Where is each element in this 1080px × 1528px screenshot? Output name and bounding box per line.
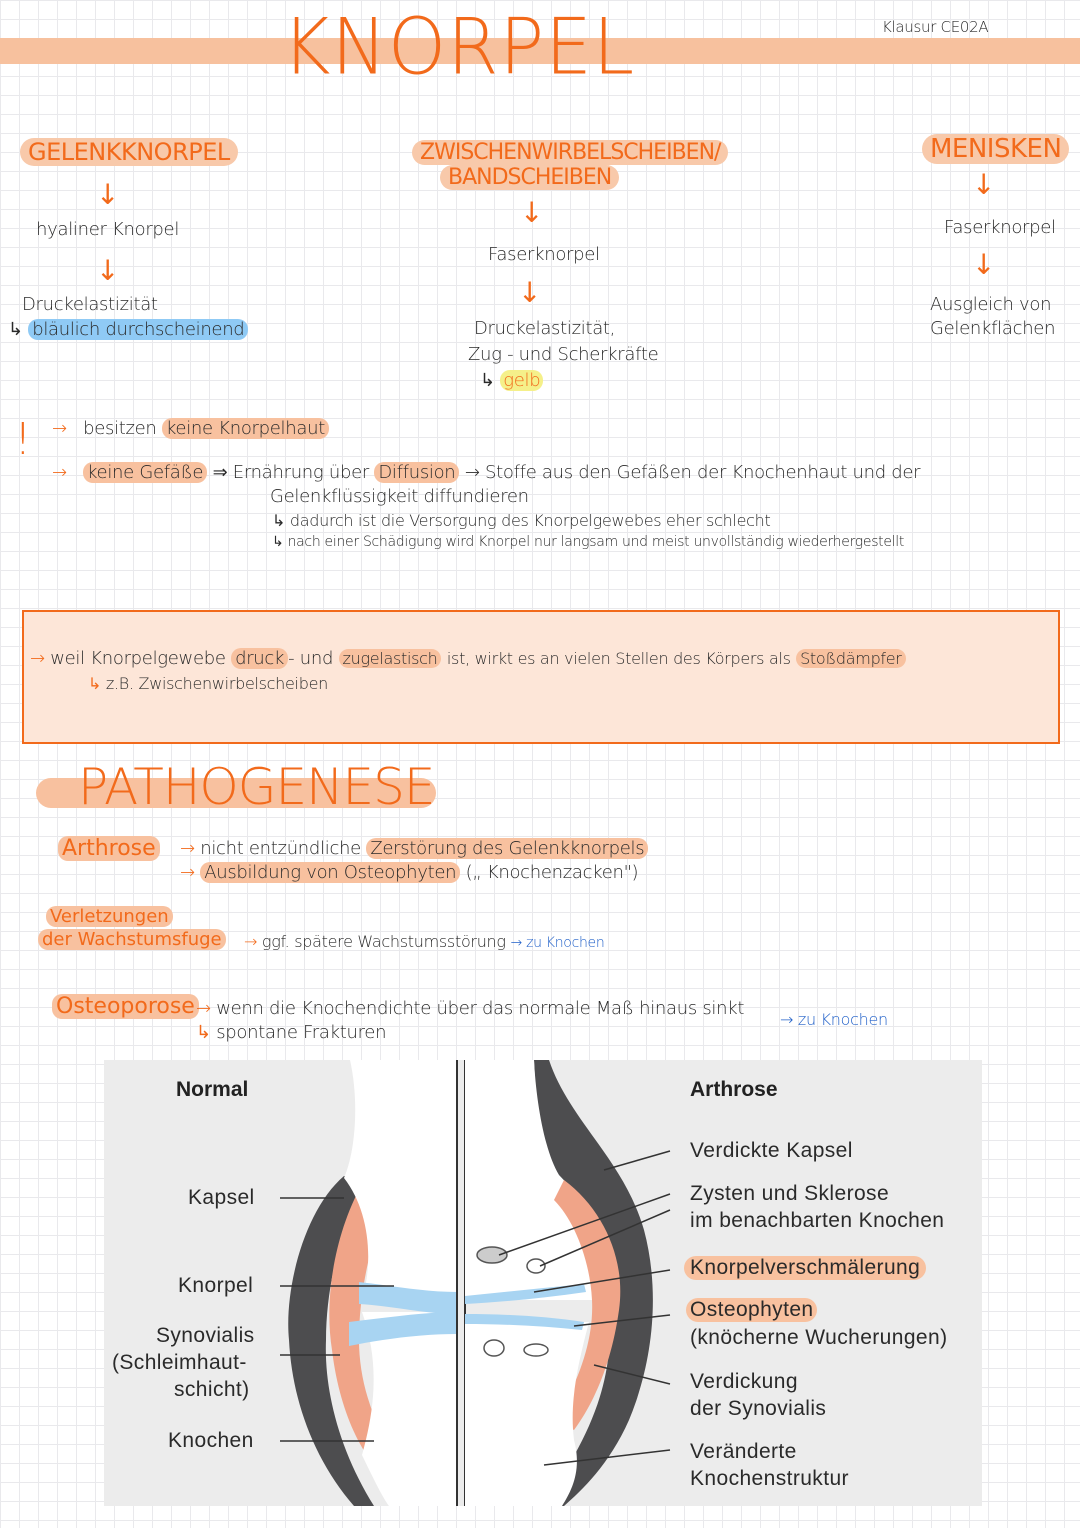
verletzung-text: ggf. spätere Wachstumsstörung [261, 932, 506, 951]
label-synovialis-2: (Schleimhaut- [112, 1351, 247, 1374]
note-line-5: ↳ nach einer Schädigung wird Knorpel nur langsam und meist unvollständig wiederhergestellt [272, 534, 905, 550]
note-line-3: Gelenkflüssigkeit diffundieren [270, 486, 529, 507]
osteoporose-label: Osteoporose [52, 994, 199, 1019]
right-arrow-icon: → [52, 418, 67, 439]
arthrose-line-1 [180, 838, 648, 859]
note-1-highlight: keine Knorpelhaut [162, 418, 329, 439]
menisken-function-1: Ausgleich von [930, 294, 1052, 315]
note-line-4: ↳ dadurch ist die Versorgung des Knorpelgewebes eher schlecht [272, 511, 771, 530]
down-arrow-icon: ↓ [96, 178, 120, 211]
sub-arrow-icon: ↳ [8, 319, 23, 340]
box-highlight-2: zugelastisch [339, 649, 442, 668]
exclamation-icon: ! [14, 414, 32, 465]
box-line-2 [88, 674, 328, 693]
label-verdickte-kapsel: Verdickte Kapsel [690, 1139, 853, 1162]
bandscheiben-detail-row [480, 370, 543, 391]
label-knochenstruktur-2: Knochenstruktur [690, 1467, 849, 1490]
verletzung-label-2: der Wachstumsfuge [38, 929, 226, 950]
osteoporose-line-2 [196, 1022, 386, 1043]
menisken-function-2: Gelenkflächen [930, 318, 1056, 339]
label-verdickung-1: Verdickung [690, 1370, 798, 1393]
arthrose-label: Arthrose [58, 836, 160, 861]
verletzung-line [244, 932, 604, 951]
box-line-1 [30, 648, 906, 669]
osteoporose-1-text: wenn die Knochendichte über das normale Maß hinaus sinkt [216, 998, 745, 1019]
gelenkknorpel-title: GELENKKNORPEL [20, 138, 238, 166]
leader-verdickte-kapsel [604, 1151, 670, 1170]
note-2-rest: → Stoffe aus den Gefäßen der Knochenhaut und der [464, 462, 921, 483]
pathogenese-title: PATHOGENESE [78, 758, 435, 816]
bandscheiben-title-1: ZWISCHENWIRBELSCHEIBEN/ [412, 140, 728, 165]
bandscheiben-tissue: Faserknorpel [488, 244, 600, 265]
right-arrow-icon: → [180, 862, 195, 883]
note-2-mid: ⇒ Ernährung über [212, 462, 369, 483]
note-line-1 [52, 418, 329, 439]
bandscheiben-title-2: BANDSCHEIBEN [440, 165, 619, 190]
cyst-4 [524, 1344, 548, 1356]
label-zysten-1: Zysten und Sklerose [690, 1182, 890, 1205]
arthrose-line-2 [180, 862, 638, 883]
sub-arrow-icon: ↳ [480, 370, 495, 391]
page-title: KNORPEL [282, 1, 636, 93]
down-arrow-icon: ↓ [518, 276, 542, 309]
note-line-2 [52, 462, 920, 483]
right-arrow-icon: → [180, 838, 195, 859]
label-osteophyten-1: Osteophyten [686, 1298, 817, 1322]
down-arrow-icon: ↓ [972, 168, 996, 201]
cyst-2 [527, 1259, 545, 1273]
arthrose-1-highlight: Zerstörung des Gelenkknorpels [366, 838, 648, 859]
osteoporose-link: → zu Knochen [780, 1010, 888, 1029]
label-osteophyten-2: (knöcherne Wucherungen) [690, 1326, 948, 1349]
down-arrow-icon: ↓ [972, 248, 996, 281]
label-synovialis-3: schicht) [174, 1378, 250, 1401]
box-example: z.B. Zwischenwirbelscheiben [105, 674, 328, 693]
gelenk-function: Druckelastizität [22, 294, 158, 315]
arthrose-1-pre: nicht entzündliche [200, 838, 361, 859]
gelenk-detail: bläulich durchscheinend [28, 319, 248, 340]
bandscheiben-detail: gelb [500, 370, 543, 391]
right-arrow-icon: → [196, 998, 211, 1019]
box-highlight-3: Stoßdämpfer [796, 649, 906, 668]
box-pre: weil Knorpelgewebe [50, 648, 226, 669]
sub-arrow-icon: ↳ [88, 674, 102, 693]
right-arrow-icon: → [244, 932, 258, 951]
label-knorpelverschmaelerung: Knorpelverschmälerung [684, 1256, 926, 1280]
label-kapsel: Kapsel [188, 1186, 255, 1209]
note-2-highlight-2: Diffusion [374, 462, 459, 483]
label-zysten-2: im benachbarten Knochen [690, 1209, 945, 1232]
arthrose-2-post: („ Knochenzacken") [465, 862, 639, 883]
menisken-tissue: Faserknorpel [944, 217, 1056, 238]
gelenk-detail-row [8, 319, 248, 340]
arthrose-title: Arthrose [690, 1078, 778, 1101]
box-mid-2: ist, wirkt es an vielen Stellen des Körpers als [446, 649, 791, 668]
right-arrow-icon: → [30, 648, 45, 669]
label-synovialis-1: Synovialis [156, 1324, 255, 1347]
note-1-prefix: besitzen [83, 418, 157, 439]
label-knorpel: Knorpel [178, 1274, 254, 1297]
cyst-1 [477, 1247, 507, 1263]
exam-note: Klausur CE02A [882, 18, 989, 36]
bandscheiben-function-2: Zug - und Scherkräfte [468, 344, 659, 365]
normal-title: Normal [176, 1078, 249, 1101]
label-verdickung-2: der Synovialis [690, 1397, 827, 1420]
normal-bone-bottom [362, 1312, 457, 1506]
menisken-title: MENISKEN [922, 134, 1069, 164]
right-arrow-icon: → [52, 462, 67, 483]
note-2-highlight-1: keine Gefäße [83, 462, 207, 483]
arthrose-2-highlight: Ausbildung von Osteophyten [200, 862, 460, 883]
osteoporose-2-text: spontane Frakturen [216, 1022, 387, 1043]
verletzung-label-1: Verletzungen [46, 906, 173, 927]
down-arrow-icon: ↓ [520, 196, 544, 229]
cyst-3 [484, 1340, 504, 1356]
osteoporose-line-1 [196, 998, 744, 1019]
box-mid: - und [288, 648, 334, 669]
bandscheiben-function-1: Druckelastizität, [474, 318, 616, 339]
sub-arrow-icon: ↳ [196, 1022, 211, 1043]
gelenk-tissue: hyaliner Knorpel [36, 219, 180, 240]
down-arrow-icon: ↓ [96, 254, 120, 287]
label-knochen: Knochen [168, 1429, 254, 1452]
box-highlight-1: druck [231, 648, 288, 669]
verletzung-link: → zu Knochen [510, 935, 605, 951]
label-knochenstruktur-1: Veränderte [690, 1440, 797, 1463]
